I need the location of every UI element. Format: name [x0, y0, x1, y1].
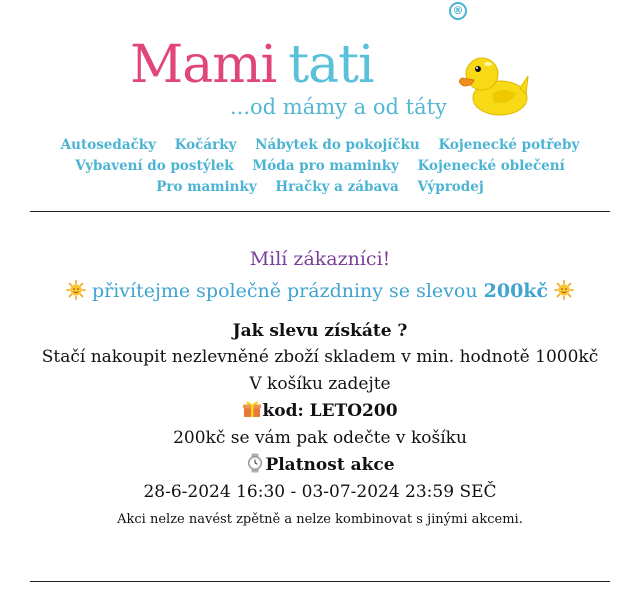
nav-link-moda-pro-maminky[interactable]: Móda pro maminky [252, 158, 399, 174]
nav-link-kojenecke-obleceni[interactable]: Kojenecké oblečení [417, 158, 565, 174]
bottom-divider [30, 581, 610, 582]
nav-link-vybaveni-postylek[interactable]: Vybavení do postýlek [75, 158, 234, 174]
nav-link-pro-maminky[interactable]: Pro maminky [156, 179, 257, 195]
nav-row [0, 156, 640, 177]
rubber-duck-icon [456, 52, 530, 118]
watch-icon [245, 453, 265, 473]
nav-link-nabytek[interactable]: Nábytek do pokojíčku [255, 137, 420, 153]
logo-word-mami: Mami [130, 35, 277, 95]
validity-dates: 28-6-2024 16:30 - 03-07-2024 23:59 SEČ [143, 482, 497, 502]
validity-title: Platnost akce [265, 455, 395, 475]
nav-link-kocarky[interactable]: Kočárky [174, 137, 237, 153]
nav-row [0, 177, 640, 198]
promo-headline [0, 278, 640, 304]
discount-note: 200kč se vám pak odečte v košíku [173, 428, 467, 448]
validity-title-line [0, 452, 640, 479]
discount-code[interactable]: kod: LETO200 [262, 401, 398, 421]
nav-link-vyprodej[interactable]: Výprodej [417, 179, 484, 195]
nav-link-hracky[interactable]: Hračky a zábava [275, 179, 399, 195]
category-navigation [0, 135, 640, 198]
promo-headline-amount: 200kč [483, 280, 549, 302]
gift-icon [242, 399, 262, 419]
sun-icon [66, 280, 86, 300]
logo-word-tati: tati [288, 35, 374, 95]
promo-headline-text: přivítejme společně prázdniny se slevou [91, 280, 478, 302]
discount-code-line [0, 398, 640, 425]
promo-disclaimer: Akci nelze navést zpětně a nelze kombinovat s jinými akcemi. [117, 512, 523, 527]
discount-condition: Stačí nakoupit nezlevněné zboží skladem v min. hodnotě 1000kč [41, 347, 599, 367]
logo-wordmark [130, 35, 374, 95]
registered-trademark-icon: ® [449, 2, 467, 20]
nav-link-autosedacky[interactable]: Autosedačky [60, 137, 156, 153]
sun-icon [554, 280, 574, 300]
how-to-get-discount-title: Jak slevu získáte ? [232, 321, 408, 341]
nav-link-kojenecke-potreby[interactable]: Kojenecké potřeby [438, 137, 580, 153]
top-divider [30, 211, 610, 212]
logo-tagline: ...od mámy a od táty [230, 95, 447, 119]
promo-section [0, 246, 640, 530]
nav-row [0, 135, 640, 156]
cart-instruction: V košíku zadejte [249, 374, 391, 394]
promo-greeting: Milí zákazníci! [249, 248, 391, 270]
